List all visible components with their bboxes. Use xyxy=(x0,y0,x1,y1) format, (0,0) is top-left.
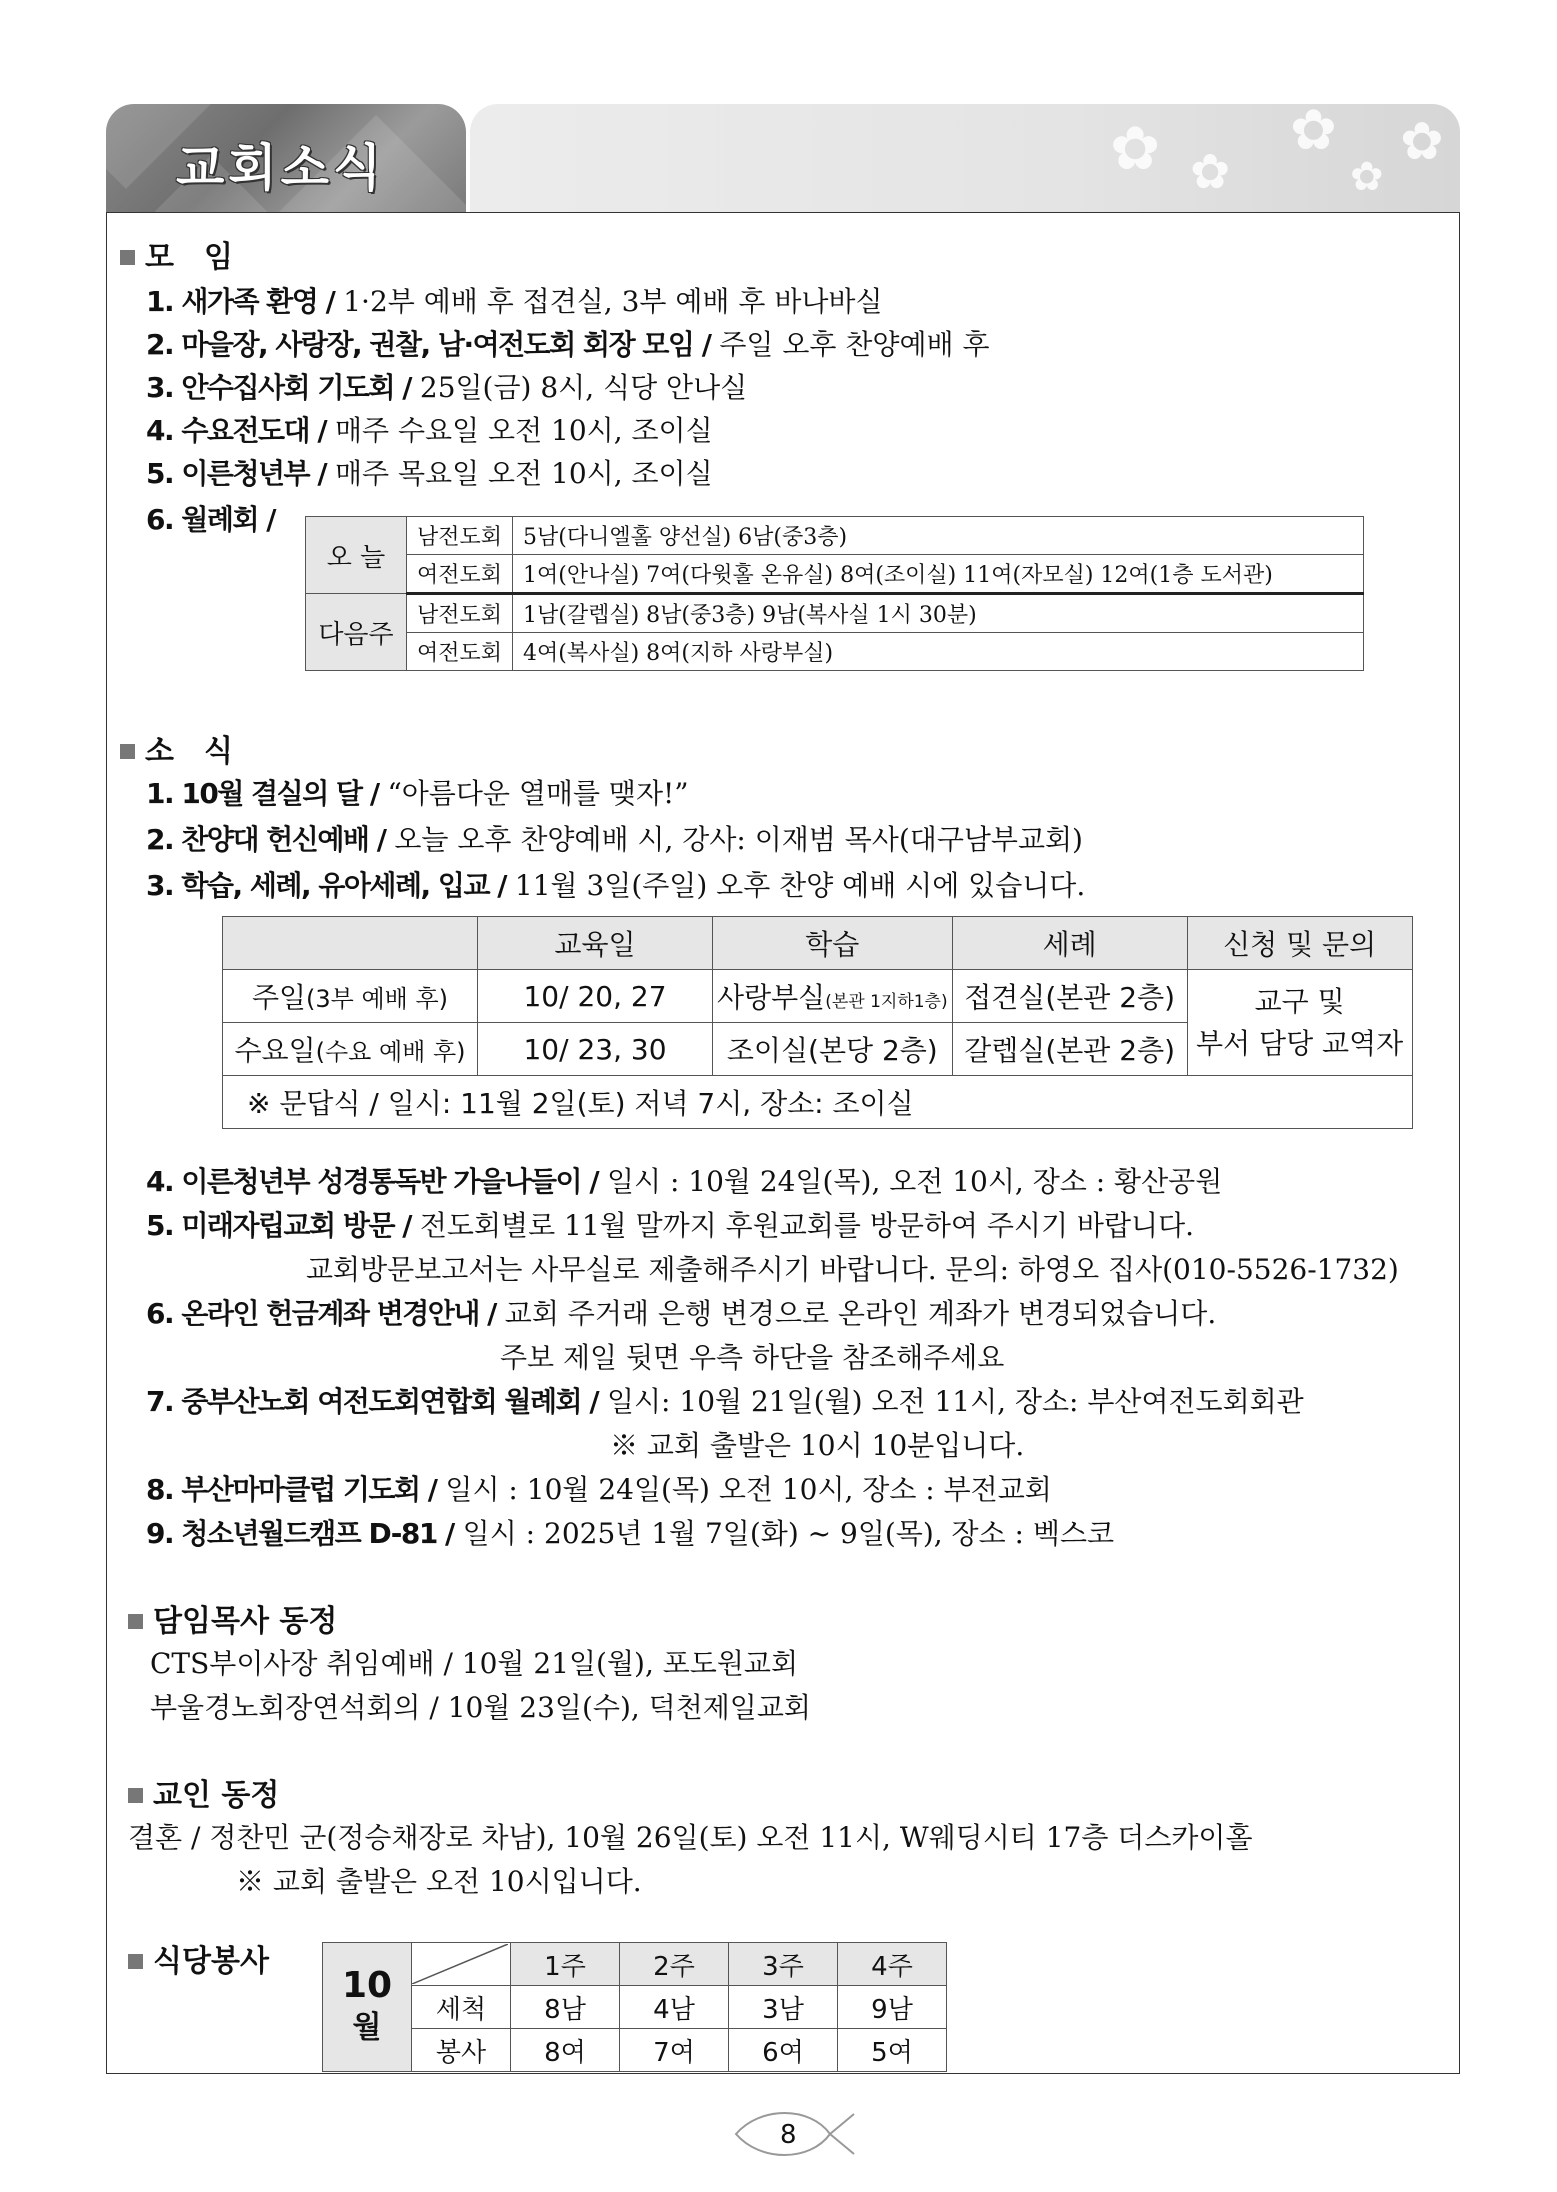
table-row xyxy=(306,517,1364,555)
flower-icon: ✿ xyxy=(1400,112,1444,172)
news-item: 1. 10월 결실의 달 / “아름다운 열매를 맺자!” xyxy=(146,777,689,810)
row-group-label: 오 늘 xyxy=(306,517,407,594)
table-cell: 남전도회 xyxy=(407,517,513,555)
row-group-label: 다음주 xyxy=(306,594,407,671)
table-row xyxy=(323,1986,947,2029)
news-item: 5. 미래자립교회 방문 / 전도회별로 11월 말까지 후원교회를 방문하여 주시기 바랍니다. xyxy=(146,1209,1195,1242)
table-cell: 여전도회 xyxy=(407,633,513,671)
table-cell: 1여(안나실) 7여(다윗홀 온유실) 8여(조이실) 11여(자모실) 12여(1층 도서관) xyxy=(513,555,1364,594)
table-cell: 9남 xyxy=(838,1986,947,2029)
meeting-item: 2. 마을장, 사랑장, 권찰, 남·여전도회 회장 모임 / 주일 오후 찬양예배 후 xyxy=(146,328,990,361)
table-row xyxy=(306,594,1364,633)
table-header: 신청 및 문의 xyxy=(1187,917,1412,970)
flower-icon: ✿ xyxy=(1290,104,1337,163)
row-label: 봉사 xyxy=(412,2029,511,2072)
table-cell: 수요일(수요 예배 후) xyxy=(223,1023,478,1076)
meeting-item: 4. 수요전도대 / 매주 수요일 오전 10시, 조이실 xyxy=(146,414,713,447)
section-heading-pastor: 담임목사 동정 xyxy=(128,1596,337,1640)
news-item: 7. 중부산노회 여전도회연합회 월례회 / 일시: 10월 21일(월) 오전 11시, 장소: 부산여전도회회관 xyxy=(146,1385,1304,1418)
section-heading-news: 소 식 xyxy=(120,726,233,770)
table-cell: 4남 xyxy=(620,1986,729,2029)
members-line: ※ 교회 출발은 오전 10시입니다. xyxy=(236,1865,642,1898)
bullet-square-icon xyxy=(120,744,135,759)
bullet-square-icon xyxy=(128,1954,143,1969)
page-title: 교회소식 xyxy=(176,139,386,197)
meeting-item: 5. 이른청년부 / 매주 목요일 오전 10시, 조이실 xyxy=(146,457,713,490)
table-header: 교육일 xyxy=(478,917,713,970)
section-heading-meeting: 모 임 xyxy=(120,232,233,276)
table-cell: 7여 xyxy=(620,2029,729,2072)
table-header: 3주 xyxy=(729,1943,838,1986)
news-item: 3. 학습, 세례, 유아세례, 입교 / 11월 3일(주일) 오후 찬양 예배 시에 있습니다. xyxy=(146,869,1086,902)
news-item: 6. 온라인 헌금계좌 변경안내 / 교회 주거래 은행 변경으로 온라인 계좌가 변경되었습니다. xyxy=(146,1297,1217,1330)
table-cell: 8여 xyxy=(511,2029,620,2072)
monthly-meeting-table xyxy=(305,516,1364,671)
diagonal-line-icon xyxy=(412,1944,508,1984)
news-item: 2. 찬양대 헌신예배 / 오늘 오후 찬양예배 시, 강사: 이재범 목사(대구남부교회) xyxy=(146,823,1083,856)
table-cell: 남전도회 xyxy=(407,594,513,633)
table-cell: 5남(다니엘홀 양선실) 6남(중3층) xyxy=(513,517,1364,555)
pastor-line: 부울경노회장연석회의 / 10월 23일(수), 덕천제일교회 xyxy=(150,1691,811,1724)
news-item-continued: 주보 제일 뒷면 우측 하단을 참조해주세요 xyxy=(500,1341,1005,1374)
table-cell: 3남 xyxy=(729,1986,838,2029)
table-cell: 주일(3부 예배 후) xyxy=(223,970,478,1023)
table-cell: 조이실(본당 2층) xyxy=(713,1023,953,1076)
table-cell: 5여 xyxy=(838,2029,947,2072)
table-cell-contact: 교구 및 부서 담당 교역자 xyxy=(1187,970,1412,1076)
table-header: 세례 xyxy=(952,917,1187,970)
table-row xyxy=(306,555,1364,594)
meeting-item: 1. 새가족 환영 / 1·2부 예배 후 접견실, 3부 예배 후 바나바실 xyxy=(146,285,883,318)
news-item: 4. 이른청년부 성경통독반 가을나들이 / 일시 : 10월 24일(목), 오전 10시, 장소 : 황산공원 xyxy=(146,1165,1223,1198)
flower-icon: ✿ xyxy=(1350,154,1384,200)
table-cell: 접견실(본관 2층) xyxy=(952,970,1187,1023)
page-number: 8 xyxy=(780,2120,797,2150)
table-row xyxy=(323,2029,947,2072)
table-cell: 10/ 23, 30 xyxy=(478,1023,713,1076)
bullet-square-icon xyxy=(128,1614,143,1629)
table-header: 1주 xyxy=(511,1943,620,1986)
news-item-continued: ※ 교회 출발은 10시 10분입니다. xyxy=(610,1429,1025,1462)
meeting-item: 6. 월례회 / xyxy=(146,503,275,536)
table-cell: 10/ 20, 27 xyxy=(478,970,713,1023)
table-header xyxy=(223,917,478,970)
members-line: 결혼 / 정찬민 군(정승채장로 차남), 10월 26일(토) 오전 11시, W웨딩시티 17층 더스카이홀 xyxy=(128,1821,1253,1854)
table-header: 학습 xyxy=(713,917,953,970)
section-heading-members: 교인 동정 xyxy=(128,1770,279,1814)
kitchen-service-table xyxy=(322,1942,947,2072)
header-tab xyxy=(106,104,466,212)
news-item: 8. 부산마마클럽 기도회 / 일시 : 10월 24일(목) 오전 10시, 장소 : 부전교회 xyxy=(146,1473,1052,1506)
education-table xyxy=(222,916,1413,1129)
news-item: 9. 청소년월드캠프 D-81 / 일시 : 2025년 1월 7일(화) ~ 9일(목), 장소 : 벡스코 xyxy=(146,1517,1115,1550)
table-cell: 4여(복사실) 8여(지하 사랑부실) xyxy=(513,633,1364,671)
table-row xyxy=(306,633,1364,671)
table-cell: 사랑부실(본관 1지하1층) xyxy=(713,970,953,1023)
table-cell: 1남(갈렙실) 8남(중3층) 9남(복사실 1시 30분) xyxy=(513,594,1364,633)
header-decoration-band xyxy=(470,104,1460,212)
table-header-row xyxy=(323,1943,947,1986)
table-row xyxy=(223,970,1413,1023)
row-label: 세척 xyxy=(412,1986,511,2029)
table-cell: 6여 xyxy=(729,2029,838,2072)
bullet-square-icon xyxy=(120,250,135,265)
table-header-row xyxy=(223,917,1413,970)
table-cell: 갈렙실(본관 2층) xyxy=(952,1023,1187,1076)
flower-icon: ✿ xyxy=(1190,144,1231,200)
diagonal-header-cell xyxy=(412,1943,511,1986)
table-header: 4주 xyxy=(838,1943,947,1986)
table-footer-note: ※ 문답식 / 일시: 11월 2일(토) 저녁 7시, 장소: 조이실 xyxy=(223,1076,1413,1129)
table-header: 2주 xyxy=(620,1943,729,1986)
bullet-square-icon xyxy=(128,1788,143,1803)
pastor-line: CTS부이사장 취임예배 / 10월 21일(월), 포도원교회 xyxy=(150,1647,798,1680)
table-row xyxy=(223,1076,1413,1129)
news-item-continued: 교회방문보고서는 사무실로 제출해주시기 바랍니다. 문의: 하영오 집사(010-5526-1732) xyxy=(306,1253,1399,1286)
table-cell: 8남 xyxy=(511,1986,620,2029)
table-cell: 여전도회 xyxy=(407,555,513,594)
month-cell: 10 월 xyxy=(323,1943,412,2072)
section-heading-kitchen: 식당봉사 xyxy=(128,1936,269,1980)
flower-icon: ✿ xyxy=(1110,114,1161,184)
meeting-item: 3. 안수집사회 기도회 / 25일(금) 8시, 식당 안나실 xyxy=(146,371,748,404)
